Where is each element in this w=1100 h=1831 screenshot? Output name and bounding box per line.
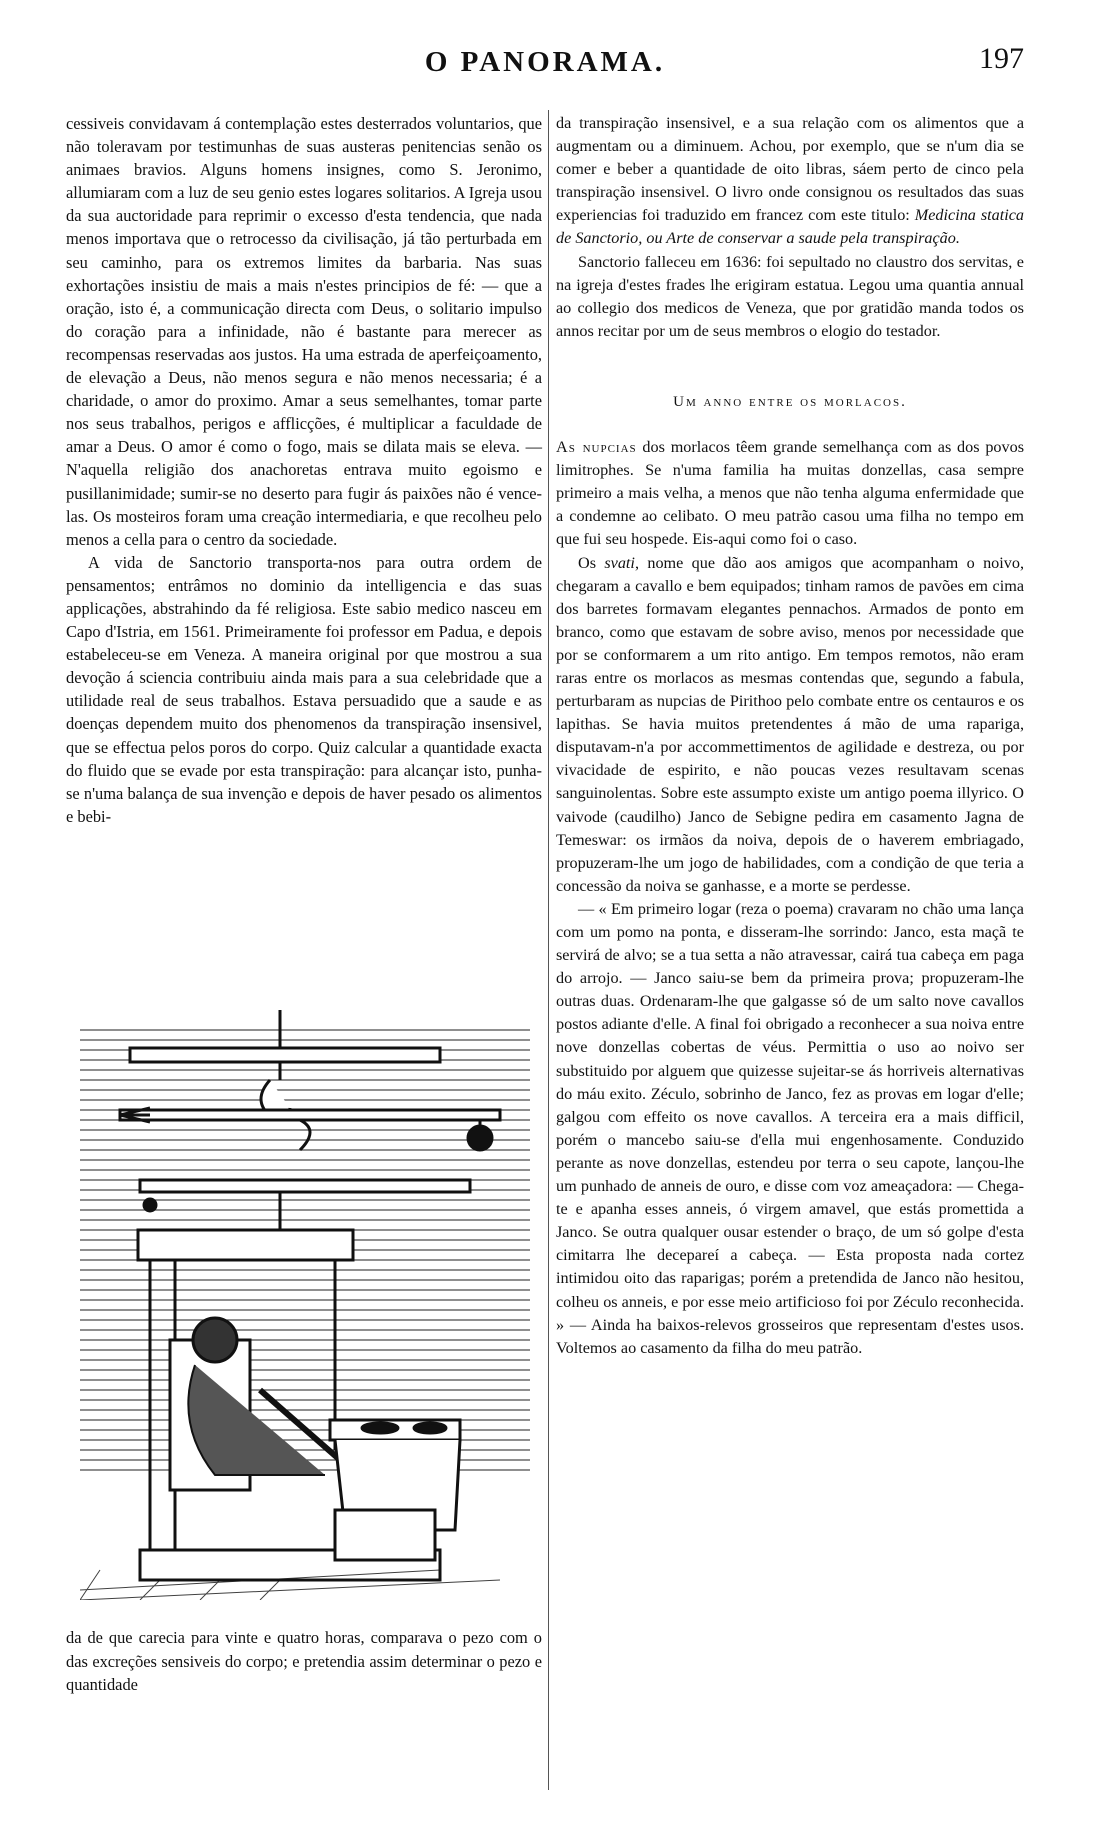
right-paragraph-3	[556, 436, 1024, 551]
left-column-continuation	[66, 1610, 542, 1713]
svati-word: svati	[604, 553, 635, 572]
paragraph-lead: As nupcias	[556, 438, 637, 457]
right-paragraph-3-text: dos morlacos têem grande semelhança com as dos povos limitrophes. Se n'uma familia ha muitas donzellas, casa sempre primeiro a mais velha, a menos que não tenha alguma enfermidade que a condemne ao celibato. O meu patrão casou uma filha no tempo em que fui seu hospede. Eis-aqui como foi o caso.	[556, 438, 1024, 549]
book-title: Medicina statica de Sanctorio, ou Arte de conservar a saude pela transpiração.	[556, 206, 1024, 248]
right-paragraph-4	[556, 552, 1024, 898]
right-paragraph-1	[556, 112, 1024, 251]
sanctorio-balance-illustration	[80, 1010, 540, 1600]
page-header	[60, 42, 1030, 82]
right-paragraph-5: — « Em primeiro logar (reza o poema) cravaram no chão uma lança com um pomo na ponta, e disseram-lhe sorrindo: Janco, esta maçã te servirá de alvo; se a tua setta a não atravessar, cairá tua cabeça em paga do arrojo. — Janco saiu-se bem da primeira prova; propuzeram-lhe outras duas. Ordenaram-lhe que galgasse só de um salto nove cavallos postos adiante d'elle. A final foi obrigado a reconhecer a sua noiva entre nove donzellas cobertas de véus. Permittia o uso ao noivo ser substituido por alguem que quizesse sujeitar-se ás horriveis alternativas do máu exito. Zéculo, sobrinho de Janco, fez as provas em logar d'elle; galgou com effeito os nove cavallos. A terceira era a mais difficil, porém o mancebo saiu-se d'ella mui engenhosamente. Conduzido perante as nove donzellas, estendeu por terra o seu capote, lançou-lhe um punhado de anneis de ouro, e disse com voz ameaçadora: — Chega-te e apanha esses anneis, ó virgem amavel, que estás promettida a Janco. Se outra qualquer ousar estender o braço, de um só golpe d'esta cimitarra lhe decepareí a cabeça. — Esta proposta nada cortez intimidou oito das raparigas; porém a pretendida de Janco não hesitou, colheu os anneis, e por esse meio artificioso foi por Zéculo reconhecida. » — Ainda ha baixos-relevos grosseiros que representam d'estes usos. Voltemos ao casamento da filha do meu patrão.	[556, 899, 1024, 1357]
section-title: Um anno entre os morlacos.	[673, 393, 907, 410]
left-column	[66, 112, 542, 828]
left-paragraph-2: A vida de Sanctorio transporta-nos para outra ordem de pensamentos; entrâmos no dominio da intelligencia e das suas applicações, abstrahindo da fé religiosa. Este sabio medico nasceu em Capo d'Istria, em 1561. Primeiramente foi professor em Padua, e depois estabeleceu-se em Veneza. A maneira original por que mostrou a sua devoção á sciencia contribuiu ainda mais para a sua celebridade que a utilidade real de seus trabalhos. Estava persuadido que a saude e as doenças dependem muito dos phenomenos da transpiração insensivel, que se effectua pelos poros do corpo. Quiz calcular a quantidade exacta do fluido que se evade por esta transpiração: para alcançar isto, punha-se n'uma balança de sua invenção e depois de haver pesado os alimentos e bebi-	[66, 552, 542, 826]
left-paragraph-1: cessiveis convidavam á contemplação estes desterrados voluntarios, que não toleravam por testimunhas de suas austeras penitencias senão os animaes bravios. Alguns homens insignes, como S. Jeronimo, allumiaram com a luz de seu genio estes logares solitarios. A Igreja usou da sua auctoridade para reprimir o excesso d'esta tendencia, que nada menos importava que o retrocesso da civilisação, já tão perturbada em seu caminho, para os extremos limites da barbaria. Nas suas exhortações insistiu de mais a mais n'estes principios de fé: — que a oração, isto é, a communicação directa com Deus, o solitario impulso do coração para a infinidade, não é bastante para merecer as recompensas reservadas aos justos. Ha uma estrada de aperfeiçoamento, de elevação a Deus, não menos segura e não menos necessaria; é a charidade, o amor do proximo. Amar a seus semelhantes, tomar parte nos seus trabalhos, perigos e afflicções, é multiplicar a faculdade de amar a Deus. O amor é como o fogo, mais se dilata mais se eleva. — N'aquella religião dos anachoretas entrava muito egoismo e pusillanimidade; sumir-se no deserto para fugir ás paixões não é vence-las. Os mosteiros foram uma creação intermediaria, e que recolheu pelo menos a cella para o centro da sociedade.	[66, 114, 542, 549]
journal-title: O PANORAMA.	[424, 46, 666, 78]
page-number: 197	[979, 42, 1024, 75]
right-paragraph-4-text: , nome que dão aos amigos que acompanham o noivo, chegaram a cavallo e bem equipados; tinham ramos de pavões em cima dos barretes formavam elegantes pennachos. Armados de ponto em branco, como que estavam de sobre aviso, menos por necessidade que por se conformarem a um rito antigo. Em tempos remotos, não eram raras entre os morlacos as mesmas contendas que, segundo a fabula, perturbaram as nupcias de Pirithoo pelo combate entre os centauros e os lapithas. Se havia muitos pretendentes á mão de uma rapariga, disputavam-n'a por accommettimentos de agilidade e destreza, ou por vivacidade de espirito, e não poucas vezes resultavam scenas sanguinolentas. Sobre este assumpto existe um antigo poema illyrico. O vaivode (caudilho) Janco de Sebigne pedira em casamento Jagna de Temeswar: os irmãos da noiva, depois de o haverem embriagado, propuzeram-lhe um jogo de habilidades, com a condição de que teria a concessão da noiva se ganhasse, e a morte se perdesse.	[556, 553, 1024, 895]
column-divider	[548, 110, 549, 1790]
left-paragraph-3: da de que carecia para vinte e quatro horas, comparava o pezo com o das excreções sensiveis do corpo; e pretendia assim determinar o pezo e quantidade	[66, 1628, 542, 1694]
right-paragraph-1-text: da transpiração insensivel, e a sua relação com os alimentos que a augmentam ou a diminuem. Achou, por exemplo, que se n'um dia se comer e beber a quantidade de oito libras, sáem perto de cinco pela transpiração insensivel. O livro onde consignou os resultados das suas experiencias foi traduzido em francez com este titulo:	[556, 114, 1024, 225]
right-column	[556, 112, 1024, 1360]
right-paragraph-4-lead: Os	[578, 553, 605, 572]
right-paragraph-2: Sanctorio falleceu em 1636: foi sepultado no claustro dos servitas, e na igreja d'estes frades lhe erigiram estatua. Legou uma quantia annual ao collegio dos medicos de Veneza, que por gratidão manda todos os annos recitar por um de seus membros o elogio do testador.	[556, 252, 1024, 340]
